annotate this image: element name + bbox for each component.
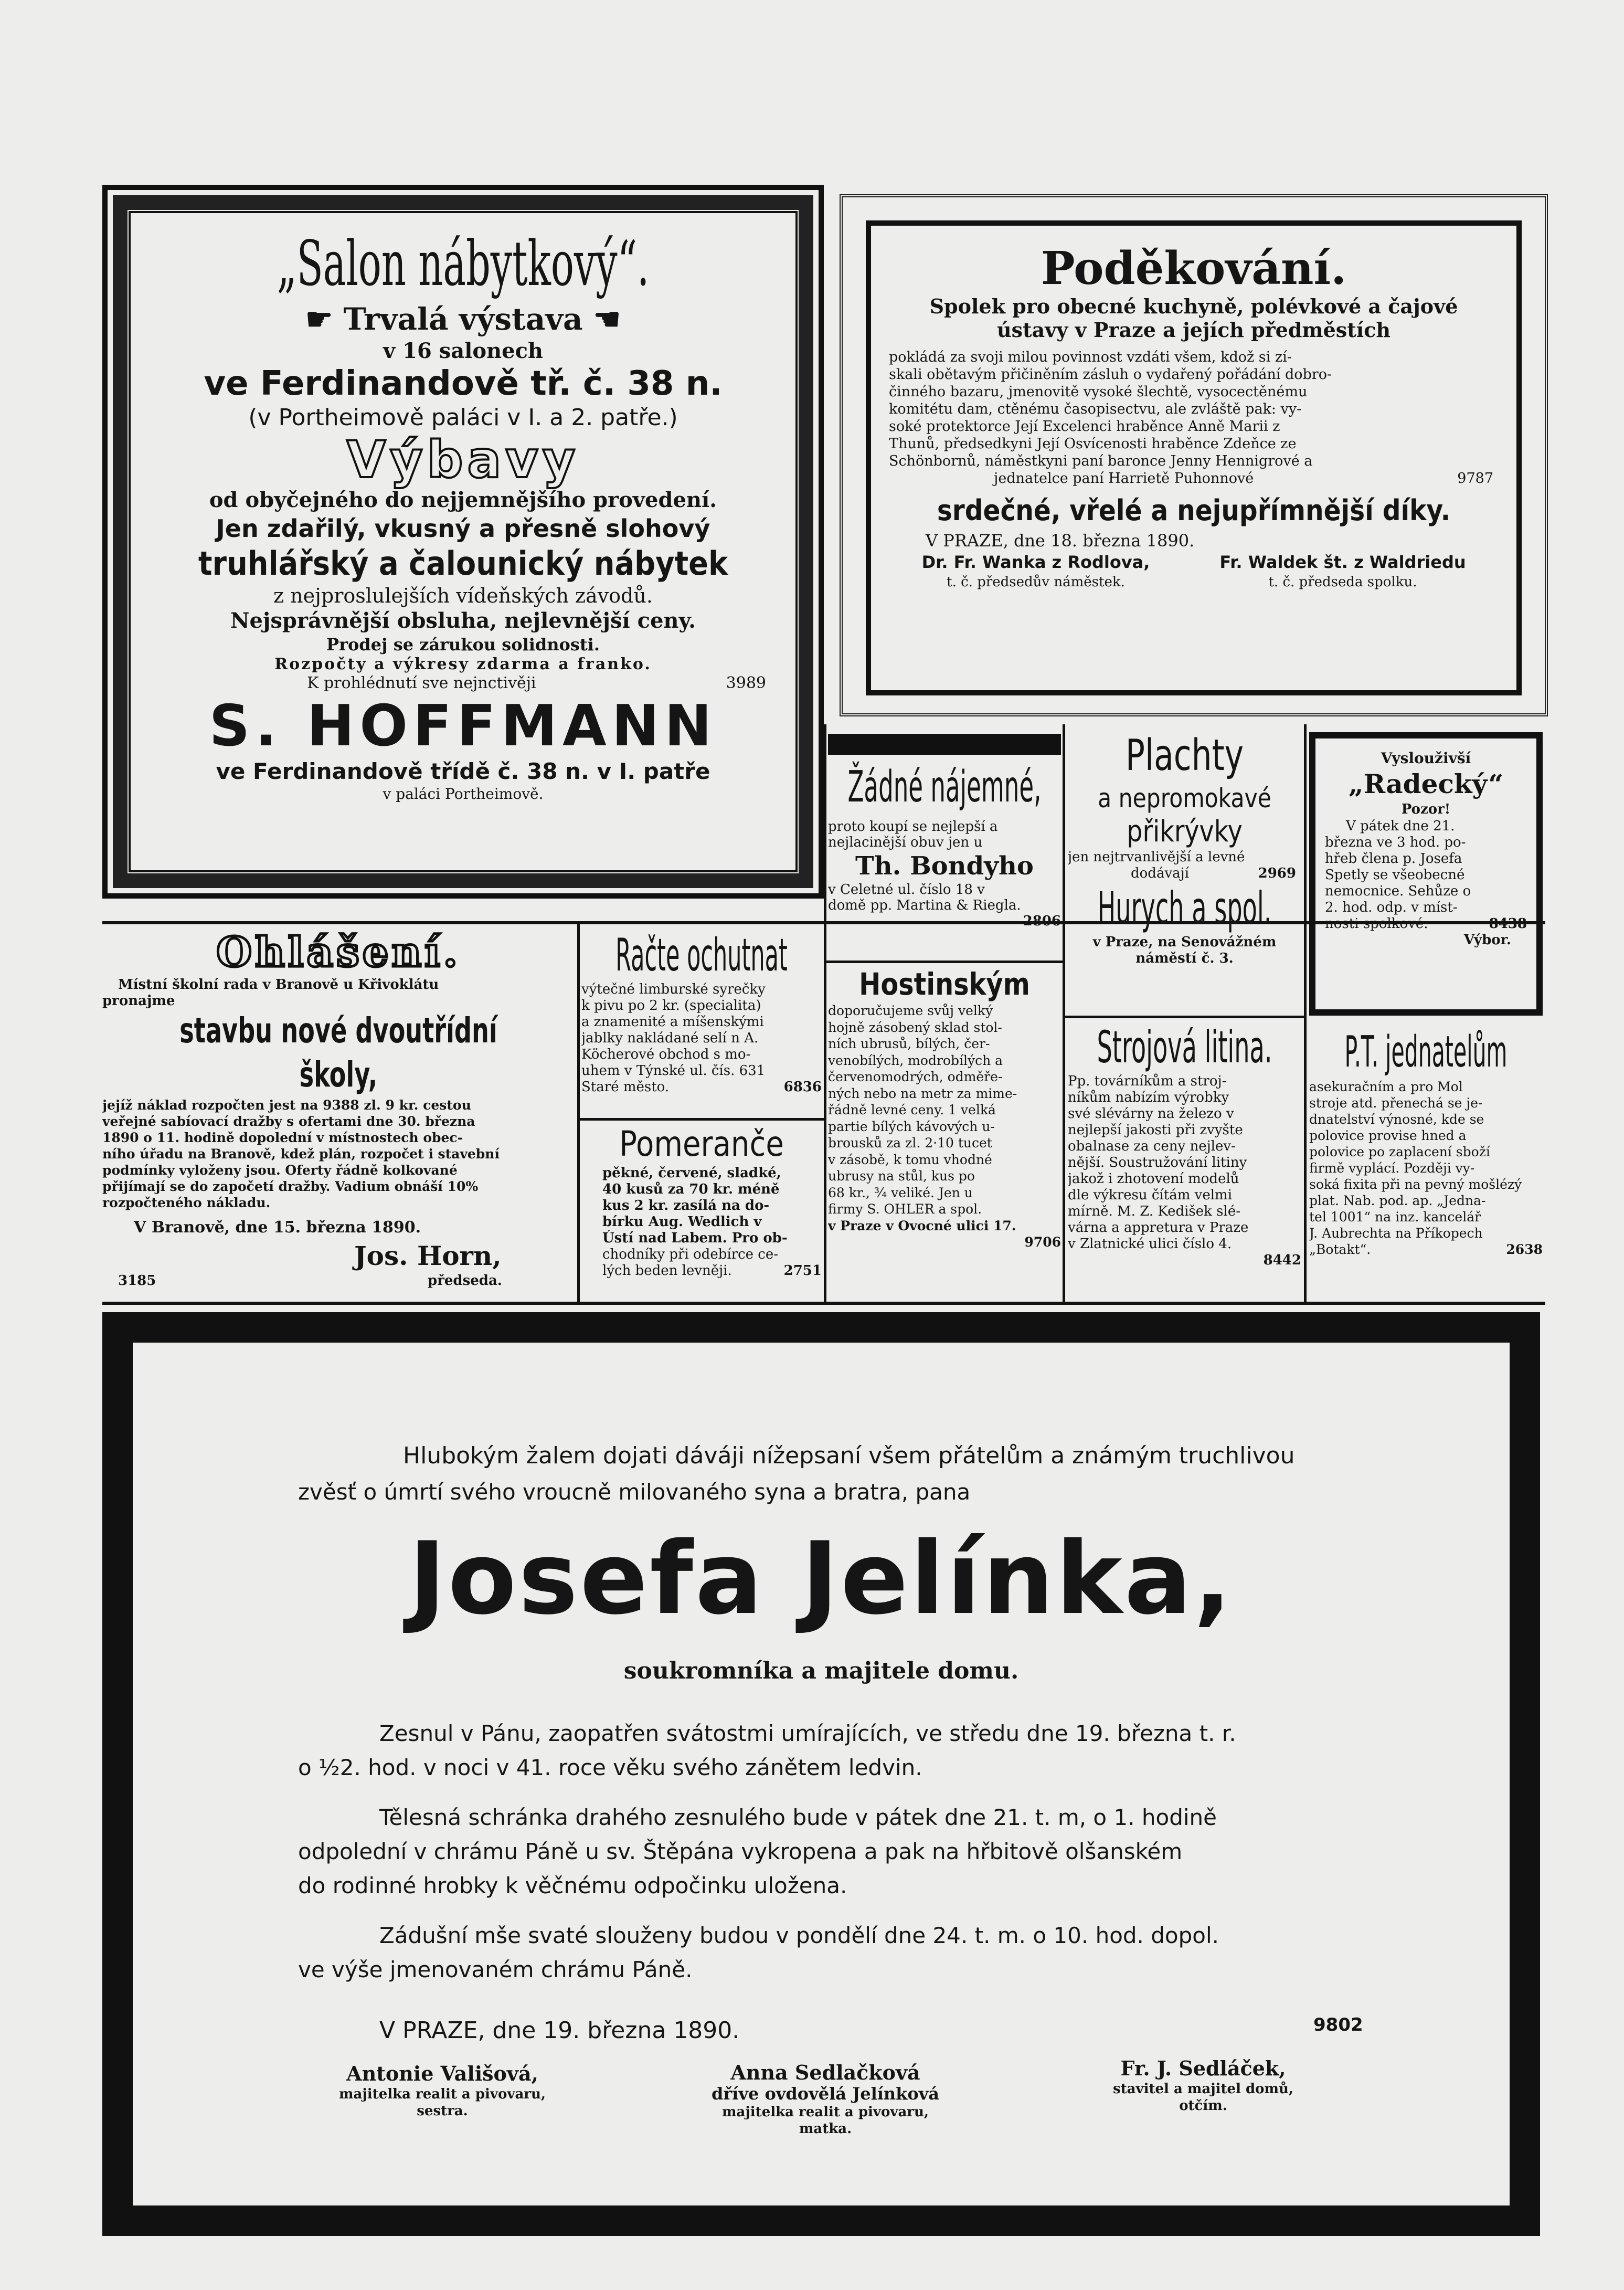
- sig-waldek-name: Fr. Waldek št. z Waldriedu: [1219, 552, 1466, 572]
- salon-address: ve Ferdinandově tř. č. 38 n.: [204, 364, 723, 403]
- hostinskym-line: venobílých, modrobílých a: [828, 1052, 1003, 1068]
- ohlaseni-number: 3185: [118, 1273, 156, 1289]
- racte-line: výtečné limburské syrečky: [581, 982, 766, 997]
- podekovani-sub1: Spolek pro obecné kuchyně, polévkové a čajové: [929, 294, 1458, 318]
- parte-p3b: ve výše jmenovaném chrámu Páně.: [298, 1957, 693, 1982]
- jednatel-line: soká fixita při na pevný mošlézý: [1309, 1177, 1522, 1192]
- pomerance-ad: [581, 1123, 822, 1302]
- plachty-addr: v Praze, na Senovážném: [1092, 934, 1277, 950]
- parte-content: [133, 1343, 1510, 2205]
- salon-vybavy: Výbavy: [346, 430, 580, 489]
- strojova-body: [1068, 1073, 1301, 1269]
- strojova-line: dle výkresu čítám velmi: [1068, 1187, 1233, 1203]
- parte-p2c: do rodinné hrobky k věčnému odpočinku uložena.: [298, 1873, 847, 1898]
- radecky-line: V pátek dne 21.: [1346, 818, 1455, 834]
- parte-role: soukromníka a majitele domu.: [623, 1658, 1019, 1684]
- podekovani-last-row: [889, 470, 1499, 487]
- hostinskym-body: [828, 1002, 1061, 1251]
- sig-wanka-role: t. č. předsedův náměstek.: [947, 574, 1125, 590]
- salon-addr2: ve Ferdinandově třídě č. 38 n. v I. patře: [216, 758, 710, 784]
- plachty-number: 2969: [1258, 866, 1296, 881]
- salon-v16: v 16 salonech: [383, 339, 544, 363]
- sig-sedlacek-rel: otčím.: [1179, 2098, 1227, 2114]
- radecky-vybor: Výbor.: [1463, 932, 1511, 948]
- hostinskym-line: ných nebo na metr za mime-: [828, 1085, 1017, 1101]
- radecky-number: 8438: [1489, 916, 1527, 932]
- jednatel-line: plat. Nab. pod. ap. „Jedna-: [1309, 1193, 1486, 1208]
- hostinskym-line: ních ubrusů, bílých, čer-: [828, 1036, 990, 1051]
- salon-trvala: ☛ Trvalá výstava ☚: [305, 301, 621, 337]
- salon-line-5: Nejsprávnější obsluha, nejlevnější ceny.: [230, 608, 696, 633]
- podekovani-sub2: ústavy v Praze a jejích předměstích: [997, 318, 1391, 342]
- rule-v-1: [577, 923, 580, 1303]
- jednatel-line: dnatelství výnosné, kde se: [1309, 1112, 1484, 1127]
- rule-v-3: [1063, 724, 1065, 1304]
- strojova-line: nější. Soustružování litiny: [1068, 1155, 1247, 1170]
- radecky-title: „Radecký“: [1348, 768, 1504, 799]
- pomerance-line: kus 2 kr. zasílá na do-: [602, 1198, 770, 1213]
- plachty-addr2: náměstí č. 3.: [1135, 951, 1234, 966]
- salon-ad: [102, 185, 824, 899]
- ohlaseni-line: podmínky vyloženy jsou. Oferty řádně kolkované: [102, 1163, 458, 1178]
- parte-number: 9802: [1313, 2014, 1363, 2035]
- sig-sedlackova-prev: dříve ovdovělá Jelínková: [711, 2084, 940, 2104]
- strojova-line: várna a appretura v Praze: [1068, 1220, 1249, 1236]
- hostinskym-line: ubrusy na stůl, kus po: [828, 1168, 975, 1184]
- pomerance-line: Ústí nad Labem. Pro ob-: [602, 1230, 788, 1246]
- racte-line: k pivu po 2 kr. (specialita): [581, 998, 761, 1014]
- ohlaseni-body: [102, 1097, 575, 1211]
- sig-wanka: [889, 552, 1183, 592]
- pomerance-body: [581, 1165, 822, 1279]
- radecky-body: [1325, 818, 1527, 948]
- parte-p2b: odpolední v chrámu Páně u sv. Štěpána vykropena a pak na hřbitově olšanském: [298, 1839, 1183, 1864]
- strojova-line: v Zlatnické ulici číslo 4.: [1068, 1236, 1232, 1252]
- hostinskym-number: 9706: [1024, 1234, 1061, 1250]
- rule-plachty-bottom: [1065, 1016, 1304, 1018]
- radecky-line: 2. hod. odp. v míst-: [1325, 900, 1458, 915]
- pomerance-number: 2751: [783, 1263, 822, 1279]
- hostinskym-line: červenomodrých, odměře-: [828, 1069, 1003, 1084]
- salon-addr3: v paláci Portheimově.: [383, 785, 544, 803]
- podekovani-dik: srdečné, vřelé a nejupřímnější díky.: [937, 494, 1451, 527]
- parte-sig-sedlacek: [1067, 2056, 1340, 2114]
- strojova-line: své slévárny na železo v: [1068, 1106, 1234, 1122]
- ohlaseni-l2: pronajme: [102, 993, 175, 1009]
- radecky-line: března ve 3 hod. po-: [1325, 835, 1466, 850]
- ohlaseni-line: veřejné sabíovací dražby s ofertami dne 30. března: [102, 1114, 475, 1129]
- jednatel-line: stroje atd. přenechá se je-: [1309, 1095, 1483, 1111]
- jednatel-line: firmě vyplácí. Později vy-: [1309, 1160, 1475, 1176]
- sig-sedlackova-name: Anna Sedlačková: [730, 2061, 920, 2084]
- salon-line-7: Rozpočty a výkresy zdarma a franko.: [274, 655, 652, 673]
- ohlaseni-signer: Jos. Horn,: [354, 1240, 502, 1271]
- strojova-line: nejlepší jakosti při zvyšte: [1068, 1122, 1243, 1138]
- zadne-addr: v Celetné ul. číslo 18 v: [828, 882, 985, 898]
- pomerance-line: chodníky při odebírce ce-: [602, 1247, 779, 1262]
- trvala-text: Trvalá výstava: [343, 301, 583, 337]
- radecky-line: nosti spolkové.: [1325, 916, 1428, 932]
- plachty-body: [1068, 849, 1301, 882]
- parte-p1a: Zesnul v Pánu, zaopatřen svátostmi umírajících, ve středu dne 19. března t. r.: [379, 1721, 1236, 1746]
- hostinskym-addr: v Praze v Ovocné ulici 17.: [828, 1218, 1016, 1233]
- racte-line: a znamenité a míšenskými: [581, 1014, 764, 1030]
- jednatel-line: tel 1001“ na inz. kancelář: [1309, 1209, 1481, 1225]
- parte-date: V PRAZE, dne 19. března 1890.: [379, 2017, 740, 2044]
- plachty-name: Hurych a spol.: [1097, 882, 1272, 934]
- racte-line: jablky nakládané selí n A.: [581, 1030, 759, 1046]
- sig-valisova-rel: sestra.: [417, 2103, 468, 2119]
- podekovani-body: [889, 349, 1499, 487]
- zadne-ad: [828, 730, 1061, 958]
- podekovani-box: [866, 220, 1522, 695]
- ohlaseni-sign-block: [102, 1240, 575, 1293]
- hostinskym-line: brousků za zl. 2·10 tucet: [828, 1135, 992, 1151]
- rule-racte-bottom: [580, 1118, 825, 1121]
- pomerance-last-row: [602, 1263, 822, 1279]
- hostinskym-ad: [828, 966, 1061, 1302]
- ohlaseni-role: předseda.: [428, 1273, 502, 1289]
- sig-valisova-name: Antonie Vališová,: [346, 2062, 538, 2085]
- podekovani-date: V PRAZE, dne 18. března 1890.: [926, 531, 1195, 551]
- podekovani-line: skali obětavým přičiněním zásluh o vydařený pořádání dobro-: [889, 366, 1332, 383]
- podekovani-number: 9787: [1457, 470, 1493, 487]
- podekovani-line: Schönbornů, náměstkyni paní baronce Jenny Hennigrové a: [889, 453, 1313, 469]
- strojova-title: Strojová litina.: [1097, 1021, 1272, 1073]
- podekovani-ad: [829, 178, 1558, 732]
- sig-sedlackova-role: majitelka realit a pivovaru,: [722, 2104, 929, 2120]
- hostinskym-line: řádně levné ceny. 1 velká: [828, 1102, 996, 1117]
- podekovani-title: Poděkování.: [1041, 242, 1347, 295]
- parte-intro-2: zvěsť o úmrtí svého vroucně milovaného syna a bratra, pana: [298, 1479, 971, 1505]
- racte-line: Köcherové obchod s mo-: [581, 1047, 751, 1062]
- jednatel-line: polovice po zaplacení sboží: [1309, 1144, 1490, 1159]
- podekovani-line: pokládá za svoji milou povinnost vzdáti všem, kdož si zí-: [889, 349, 1292, 365]
- pomerance-line: lých beden levněji.: [602, 1263, 732, 1279]
- salon-line-3: truhlářský a čalounický nábytek: [198, 544, 728, 583]
- racte-body: [581, 982, 822, 1095]
- sig-sedlacek-name: Fr. J. Sedláček,: [1120, 2056, 1286, 2080]
- racte-last-row: [581, 1079, 822, 1095]
- plachty-title3: přikrývky: [1127, 815, 1243, 849]
- hostinskym-line: 68 kr., ¾ veliké. Jen u: [828, 1185, 973, 1200]
- jednatel-title: P.T. jednatelům: [1344, 1027, 1508, 1077]
- radecky-l1: Vyslouživší: [1381, 750, 1471, 767]
- zadne-number: 2806: [1023, 913, 1061, 929]
- zadne-addr2: domě pp. Martina & Riegla.: [828, 898, 1021, 913]
- jednatel-row: [1309, 1241, 1543, 1258]
- zadne-top-bar: [828, 734, 1061, 755]
- podekovani-line: jednatelce paní Harrietě Puhonnové: [994, 470, 1254, 487]
- podekovani-line: soké protektorce Její Excelenci hraběnce Anně Marii z: [889, 418, 1280, 435]
- strojova-line: Pp. továrníkům a stroj-: [1068, 1073, 1227, 1089]
- parte-sig-sedlackova: [668, 2062, 983, 2137]
- zadne-line: nejlacinější obuv jen u: [828, 835, 983, 850]
- ohlaseni-title: Ohlášení.: [216, 928, 461, 976]
- jednatel-line: J. Aubrechta na Příkopech: [1309, 1226, 1483, 1241]
- pomerance-line: 40 kusů za 70 kr. méně: [602, 1181, 780, 1197]
- radecky-line: hřeb člena p. Josefa: [1325, 851, 1462, 867]
- salon-line-6: Prodej se zárukou solidnosti.: [326, 635, 600, 655]
- hostinskym-line: firmy S. OHLER a spol.: [828, 1201, 982, 1217]
- sig-waldek-role: t. č. předseda spolku.: [1268, 574, 1417, 590]
- podekovani-line: Thunů, předsedkyni Její Osvícenosti hraběnce Zdeňce ze: [889, 436, 1297, 452]
- radecky-row: [1325, 916, 1527, 932]
- ohlaseni-line: jejíž náklad rozpočten jest na 9388 zl. 9 kr. cestou: [102, 1097, 471, 1113]
- salon-palace: (v Portheimově paláci v I. a 2. patře.): [248, 404, 678, 431]
- pomerance-line: pěkné, červené, sladké,: [602, 1165, 781, 1181]
- rule-v-2: [824, 724, 826, 1304]
- parte-notice: [102, 1312, 1540, 2236]
- sig-waldek: [1183, 552, 1503, 592]
- sig-sedlackova-rel: matka.: [799, 2121, 852, 2137]
- parte-p1b: o ½2. hod. v noci v 41. roce věku svého zánětem ledvin.: [298, 1755, 922, 1780]
- rule-horizontal-2: [102, 1302, 1545, 1305]
- zadne-name: Th. Bondyho: [855, 851, 1034, 881]
- strojova-line: mírně. M. Z. Kedišek slé-: [1068, 1204, 1240, 1219]
- hostinskym-line: partie bílých kávových u-: [828, 1118, 995, 1134]
- podekovani-signatures: [889, 552, 1499, 594]
- hostinskym-line: doporučujeme svůj velký: [828, 1003, 993, 1018]
- plachty-row: [1068, 866, 1301, 882]
- salon-content: [139, 221, 787, 862]
- jednatel-line: asekuračním a pro Mol: [1309, 1079, 1463, 1094]
- parte-p3a: Zádušní mše svaté slouženy budou v pondělí dne 24. t. m. o 10. hod. dopol.: [379, 1923, 1219, 1948]
- jednatel-line: polovice provise hned a: [1309, 1128, 1467, 1143]
- jednatel-line: „Botakt“.: [1309, 1242, 1371, 1257]
- podekovani-line: činného bazaru, jmenovitě vysoké šlechtě, vysocectěnému: [889, 384, 1308, 400]
- salon-title: „Salon nábytkový“.: [277, 227, 650, 300]
- pomerance-title: Pomeranče: [619, 1124, 784, 1164]
- zadne-title: Žádné nájemné,: [847, 762, 1042, 812]
- radecky-l3: Pozor!: [1401, 801, 1451, 817]
- strojova-number: 8442: [1263, 1252, 1301, 1268]
- rule-zadne-bottom: [826, 961, 1064, 963]
- parte-name: Josefa Jelínka,: [408, 1521, 1234, 1637]
- salon-number: 3989: [726, 674, 766, 692]
- plachty-ad: [1068, 730, 1301, 1016]
- ohlaseni-line: přijímají se do započetí dražby. Vadium obnáší 10%: [102, 1179, 479, 1194]
- racte-ad: [581, 929, 822, 1118]
- strojova-line: níkům nabízím výrobky: [1068, 1090, 1229, 1105]
- hostinskym-title: Hostinským: [859, 966, 1030, 1002]
- ohlaseni-line: 1890 o 11. hodině dopolední v místnostech obec-: [102, 1130, 463, 1145]
- strojova-ad: [1068, 1021, 1301, 1302]
- racte-title: Račte ochutnat: [615, 929, 788, 982]
- racte-line: uhem v Týnské ul. čís. 631: [581, 1063, 766, 1079]
- salon-k: K prohlédnutí sve nejnctivěji: [307, 674, 536, 692]
- hostinskym-line: hojně zásobený sklad stol-: [828, 1019, 1002, 1035]
- strojova-line: obalnase za ceny nejlev-: [1068, 1138, 1236, 1154]
- racte-line: Staré město.: [581, 1079, 670, 1095]
- radecky-line: Spetly se všeobecné: [1325, 867, 1465, 883]
- zadne-body: [828, 819, 1061, 929]
- salon-line-4: z nejproslulejších vídeňských závodů.: [273, 584, 653, 607]
- racte-number: 6836: [783, 1079, 822, 1095]
- jednatel-number: 2638: [1506, 1242, 1543, 1257]
- salon-line-1: od obyčejného do nejjemnějšího provedení.: [209, 488, 717, 512]
- podekovani-line: komitétu dam, ctěnému časopisectvu, ale zvláště pak: vy-: [889, 401, 1302, 417]
- rule-v-4: [1304, 724, 1307, 1304]
- jednatel-ad: [1309, 1026, 1543, 1302]
- ohlaseni-stavbu: stavbu nové dvoutřídní školy,: [179, 1010, 497, 1095]
- ohlaseni-line: ního úřadu na Branově, kdež plán, rozpočet i stavební: [102, 1146, 500, 1162]
- plachty-title2: a nepromokavé: [1098, 783, 1271, 814]
- salon-k-row: [139, 674, 787, 695]
- jednatel-body: [1309, 1079, 1543, 1258]
- plachty-line: dodávají: [1131, 866, 1190, 881]
- plachty-line: jen nejtrvanlivější a levné: [1068, 849, 1245, 865]
- plachty-title: Plachty: [1125, 731, 1244, 780]
- parte-intro-1: Hlubokým žalem dojati dáváji nížepsaní všem přátelům a známým truchlivou: [403, 1442, 1295, 1469]
- sig-valisova-role: majitelka realit a pivovaru,: [339, 2086, 546, 2102]
- radecky-line: nemocnice. Sehůze o: [1325, 883, 1471, 899]
- zadne-line: proto koupí se nejlepší a: [828, 819, 998, 835]
- strojova-line: jakož i zhotovení modelů: [1068, 1171, 1239, 1187]
- pomerance-line: bírku Aug. Wedlich v: [602, 1214, 762, 1230]
- salon-line-2: Jen zdařilý, vkusný a přesně slohový: [216, 514, 710, 543]
- ohlaseni-ad: [102, 929, 575, 1302]
- ohlaseni-l1: Místní školní rada v Branově u Křivoklátu: [118, 977, 439, 993]
- salon-name: S. HOFFMANN: [209, 693, 717, 759]
- ohlaseni-date: V Branově, dne 15. března 1890.: [134, 1218, 421, 1237]
- parte-p2a: Tělesná schránka drahého zesnulého bude v pátek dne 21. t. m, o 1. hodině: [379, 1804, 1217, 1830]
- radecky-ad: [1309, 732, 1543, 1016]
- ohlaseni-line: rozpočteného nákladu.: [102, 1195, 271, 1210]
- sig-sedlacek-role: stavitel a majitel domů,: [1113, 2081, 1293, 2097]
- sig-wanka-name: Dr. Fr. Wanka z Rodlova,: [921, 552, 1150, 572]
- hostinskym-line: v zásobě, k tomu vhodné: [828, 1152, 992, 1167]
- parte-sig-vališová: [306, 2062, 579, 2119]
